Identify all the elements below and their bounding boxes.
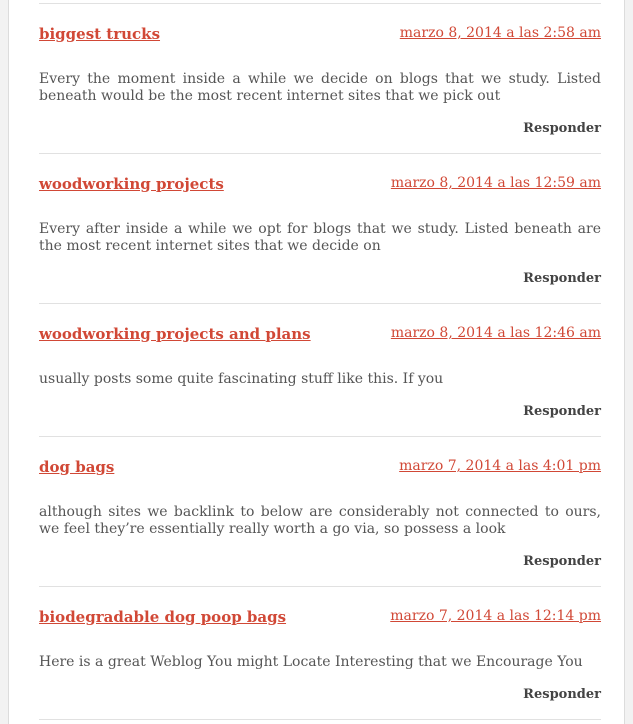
comment-item xyxy=(39,154,601,304)
reply-row xyxy=(39,683,601,700)
comment-date-link[interactable]: marzo 8, 2014 a las 12:46 am xyxy=(390,325,601,341)
comment-text: although sites we backlink to below are considerably not connected to ours, we feel they’re essentially really worth a go via, so possess a look xyxy=(39,504,601,537)
page-container xyxy=(8,0,625,724)
comment-item xyxy=(39,587,601,720)
comment-item xyxy=(39,4,601,154)
reply-link[interactable]: Responder xyxy=(523,687,601,702)
reply-link[interactable]: Responder xyxy=(523,554,601,569)
comment-item xyxy=(39,437,601,587)
comment-header xyxy=(39,458,601,478)
comment-date-link[interactable]: marzo 8, 2014 a las 12:59 am xyxy=(390,175,601,191)
reply-row xyxy=(39,550,601,567)
comment-header xyxy=(39,25,601,45)
comment-header xyxy=(39,325,601,345)
comment-text: Every after inside a while we opt for blogs that we study. Listed beneath are the most recent internet sites that we decide on xyxy=(39,221,601,254)
reply-row xyxy=(39,400,601,417)
comment-author-link[interactable]: biggest trucks xyxy=(39,25,161,43)
comment-text: Here is a great Weblog You might Locate Interesting that we Encourage You xyxy=(39,654,583,670)
comment-header xyxy=(39,175,601,195)
comment-date-link[interactable]: marzo 7, 2014 a las 4:01 pm xyxy=(399,458,601,474)
comment-text: usually posts some quite fascinating stuff like this. If you xyxy=(39,371,444,387)
comment-author-link[interactable]: woodworking projects and plans xyxy=(39,325,311,343)
reply-row xyxy=(39,117,601,134)
comment-author-link[interactable]: woodworking projects xyxy=(39,175,224,193)
comment-author-link[interactable]: biodegradable dog poop bags xyxy=(39,608,287,626)
comment-author-link[interactable]: dog bags xyxy=(39,458,115,476)
comment-date-link[interactable]: marzo 8, 2014 a las 2:58 am xyxy=(399,25,601,41)
comment-item xyxy=(39,304,601,437)
comment-text: Every the moment inside a while we decide on blogs that we study. Listed beneath would be the most recent internet sites that we pick out xyxy=(39,71,601,104)
reply-row xyxy=(39,267,601,284)
comment-date-link[interactable]: marzo 7, 2014 a las 12:14 pm xyxy=(390,608,601,624)
reply-link[interactable]: Responder xyxy=(523,271,601,286)
comment-list xyxy=(39,0,601,720)
reply-link[interactable]: Responder xyxy=(523,121,601,136)
comment-header xyxy=(39,608,601,628)
reply-link[interactable]: Responder xyxy=(523,404,601,419)
